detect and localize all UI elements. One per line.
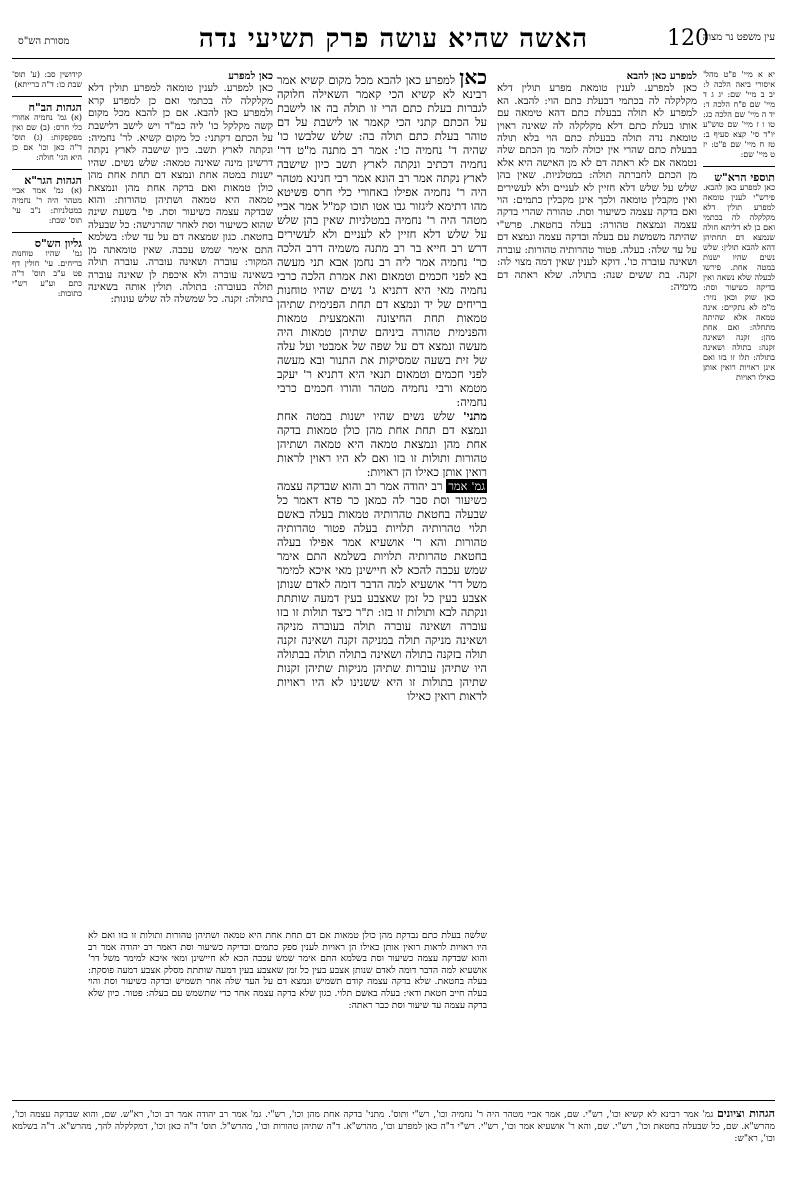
rashi-bottom-band	[88, 930, 487, 1090]
rashi-column	[497, 70, 697, 1090]
footer-label: הגהות וציונים	[716, 1108, 775, 1120]
page-header	[0, 18, 787, 60]
tosafot-text: כאן למפרע. לענין טומאה למפרע תולין דלא מקלקלה לה בכתמי ואם כן למפרע קרא ולמפרע כאן להבא. אם כן להבא מכל מקום קשה מקלקל כו' ליה כמ"ד ויש לישב דלישבת על הכתם דקתני: כל מקום קשיא. לר' נחמיה: ונקתה לארץ תשב. כיון שישבה לארץ נקתה דרשינן מינה שאינה טמאה: שלש נשים. שהיו ישנות במטה אחת ונמצא דם תחת אחת מהן כולן טמאות ואם בדקה אחת מהן ונמצאת טמאה היא טמאה ושתיהן טהורות: והוא שבדקה עצמה כשיעור וסת. פי' בשעת שינה שהוא כשיעור וסת לאחר שהרגישה: כל שבעלה בחטאת. כגון שמצאה דם על עד שלו: בשלמא התם אימר שמש עכבה. שאין טומאתה מן המקור: עוברה ושאינה עוברה. עוברה תולה בשאינה עוברה ולא איכפת לן שאינה עוברה תולה בעוברה: בתולה. תולין אותה בשאינה בתולה: זקנה. כל שמשלה לה שלש עונות:	[88, 83, 273, 306]
gemara-column	[277, 70, 487, 920]
gemara-continuation-text: רב יהודה אמר רב והוא שבדקה עצמה כשיעור וסת סבר לה כמאן כר פדא דאמר כל שבעלה בחטאת טהרותיה טמאות בעלה באשם תלוי טהרותיה תלויות בעלה פטור טהרותיה טהורות והא ר' אושעיא אמר אפילו בעלה בחטאת טהרותיה תלויות בשלמא התם אימר שמש עכבה להכא לא חיישינן מאי איכא למימר משל דר' אושעיא למה הדבר דומה לאדם שנותן אצבע בעין כל זמן שאצבע בעין דמעה שותתת ונקתה לבא ותולות זו בזו: ת"ר כיצד תולות זו בזו עוברה ושאינה עוברה תולה בעוברה מניקה ושאינה מניקה תולה במניקה זקנה ושאינה זקנה תולה בזקנה בתולה ושאינה בתולה תולה בבתולה היו שתיהן עוברות שתיהן מניקות שתיהן זקנות שתיהן בתולות זו היא ששנינו לא היו ראויות לראות רואין כאילו	[277, 479, 487, 703]
rashi-heading: למפרע כאן להבא	[626, 70, 697, 82]
hagahot-hagra-title: הגהות הגר"א	[24, 174, 82, 187]
margin-right-column	[703, 70, 775, 1090]
margin-left-column	[12, 70, 82, 1090]
tosafot-harosh-text: כאן למפרע כאן להבא. פירש"י לענין טומאה למפרע תולין דלא מקלקלה לה בכתמי ואם כן לא דליתא חולה שנמצא דם תחתיהן דהא להבא תולין: שלש נשים שהיו ישנות במטה אחת. פירשו לבעלה שלא נשאה ואין בדיקה כשיעור וסת: כאן שוק וכאן נזיר: מ"מ לא נתקיים: אינה טמאה אלא שהיתה מתחלה: ואם אחת מהן: זקנה ושאינה זקנה: בתולה ושאינה בתולה: תלו זו בזו ואם אינן ראויות רואין אותן כאילו ראויות	[703, 183, 775, 382]
header-divider	[12, 58, 775, 59]
gemara-text: למפרע כאן להבא מכל מקום קשיא אמר רבינא לא קשיא הכי קאמר השאילה חלוקה לגברות בעלת כתם הרי זו תולה בה או לישבת על הכתם קתני הכי קאמר או לישבת על דם טוהר בעלת כתם תולה בה: שלש שלבשו כו' שהיה ד' נחמיה כו': אמר רב מתנה מ"ט דר' נחמיה דכתיב ונקתה לארץ תשב כיון שישבה לארץ נקתה אמר רב הונא אמר רבי חנינא מטהר היה ר' נחמיה אפילו באחורי כלי חרס פשיטא מהו דתימא ליגזור גבו אטו תוכו קמ"ל אמר אביי מטהר היה ר' נחמיה במטלניות שאין בהן שלש על שלש דלא חזיין לא לעניים ולא לעשירים דרש רב חייא בר רב מתנה משמיה דרב הלכה כר' נחמיה אמר ליה רב נחמן אבא תני מעשה בא לפני חכמים וטמאום ואת אמרת הלכה כרבי נחמיה מאי היא דתניא ג' נשים שהיו טוחנות בריחים של יד ונמצא דם תחת הפנימית שתיהן טמאות תחת החיצונה והאמצעית טמאות והפנימית טהורה ביניהם שתיהן טמאות היה מעשה ונמצא דם על שפה של אמבטי ועל עלה של זית בשעה שמסיקות את התנור ובא מעשה לפני חכמים וטמאום תנאי היא דתניא ר' יעקב מטמא ורבי נחמיה מטהר והורו חכמים כרבי נחמיה:	[277, 73, 487, 409]
gilyon-hashas-title: גליון הש"ס	[34, 237, 82, 250]
page-number: 120	[667, 26, 709, 51]
mishna-text: שלש נשים שהיו ישנות במטה אחת ונמצא דם תחת אחת מהן כולן טמאות בדקה אחת מהן ונמצאת טמאה היא טמאה ושתיהן טהורות ותולות זו בזו ואם לא היו ראוין לראות רואין אותן כאילו הן ראויות:	[277, 409, 487, 479]
masoret-text: קידושין סב: (ע' תוס' שבת כו: ד"ה ברייתא)	[12, 70, 82, 89]
gemara-opening-word: כאן	[459, 70, 487, 89]
footer-divider	[12, 1100, 775, 1101]
margin-divider	[12, 232, 82, 233]
gilyon-hashas-text: גמ' שהיו טוחנות בריחים. עי' חולין דף פט ע"ב תוס' ד"ה כתם וע"ע רש"י כתובות:	[12, 249, 82, 298]
margin-divider	[12, 96, 82, 97]
margin-divider	[703, 166, 775, 167]
tosafot-heading: כאן למפרע	[228, 70, 273, 82]
hagahot-habach-title: הגהות הב"ח	[28, 101, 82, 114]
mishna-label: מתני'	[463, 409, 487, 423]
ein-mishpat-text: יא א מיי' פ"ט מהל' איסורי ביאה הלכה ל: יב ב מיי' שם: יג ג ד מיי' שם פ"ח הלכה ד: יד ה מיי' שם הלכה כג: טו ו ז מיי' שם טוש"ע יו"ד סי' קצא סעיף ב: טז ח מיי' שם פ"ט: יז ט מיי' שם:	[703, 70, 775, 159]
hagahot-hagra-text: (א) גמ' אמר אביי מטהר היה ר' נחמיה במטלניות: נ"ב עי' תוס' שבת:	[12, 186, 82, 225]
rashi-text: כאן למפרע. לענין טומאת מפרע תולין דלא מקלקלה לה בכתמי דבעלת כתם הוי: להבא. הא למפרע לא תולה בבעלת כתם דהא טימאה עם אותו בעלת כתם דלא מקלקלה לה שאינה ראוין טומאת נדה תולה בבעלת כתם הוי בלא תולה בבעלת כתם שהרי אין יכולה לומר מן הכתם שלה נטמאה אם לא ראתה דם לא מן האישה היא אלא מן הכתם לחברתה תולה: במטלניות. שאין בהן שלש על שלש דלא חזיין לא לעניים ולא לעשירים ואין מקבלין טומאה ולכך אינן מקבלין כתמים: הוי ואם בדקה עצמה כשיעור וסת. טהורה שהרי בדקה עצמה ונמצאת טהורה: בעלה בחטאת. פרש"י שהיתה משמשת עם בעלה ובדקה עצמה ונמצא דם על עד שלה: בעלה. פטור טהרותיה טהורות: עוברה ושאינה עוברה כו'. דוקא לענין שאין דמה מצוי לה: זקנה. בת ששים שנה: בתולה. שלא ראתה דם מימיה:	[497, 83, 697, 293]
footer-text: גמ' אמר רבינא לא קשיא וכו', רש"י. שם, אמר אביי מטהר היה ר' נחמיה וכו', רש"י ותוס'. מתני' בדקה אחת מהן וכו', רש"י. גמ' אמר רב יהודה אמר רב וכו', רא"ש. שם, והוא שבדקה עצמה וכו', מהרש"א. שם, כל שבעלה בחטאת וכו', רש"י. שם, והא ר' אושעיא אמר וכו', רש"י. רש"י ד"ה כאן למפרע וכו', מהרש"א. ד"ה שתיהן טהורות וכו', מהרש"ל. תוס' ד"ה כאן וכו', דמקלקלה להך, מהרש"א. ד"ה בשלמא וכו', רא"ש:	[12, 1110, 775, 1144]
tosafot-harosh-title: תוספי הרא"ש	[714, 171, 775, 184]
page-title: האשה שהיא עושה פרק תשיעי נדה	[198, 24, 589, 54]
ein-mishpat-label: עין משפט נר מצוה	[702, 32, 775, 43]
hagahot-habach-text: (א) גמ' נחמיה אחורי כלי חרס: (ב) שם ואין מפקפקות: (ג) תוס' ד"ה כאן וכו' אם כן היא הגי' חולה:	[12, 113, 82, 162]
bottom-band-text: שלשה בעלת כתם נבדקת מהן כולן טמאות אם דם תחת אחת היא טמאה ושתיהן טהורות ותולות זו בזו ואם לא היו ראויות לראות רואין אותן כאילו הן ראויות לענין ספק כתמים ובדיקה כשיעור וסת דאמר רב יהודה אמר רב והוא שבדקה עצמה כשיעור וסת בשלמא התם אימר שמש עכבה הכא לא חיישינן ומאי איכא למימר משל דר' אושעיא למה הדבר דומה לאדם שנותן אצבע בעין כל זמן שאצבע בעין דמעה שותתת מסלק אצבע דמעה פוסקת: בעלה בחטאת. שלא בדקה עצמה קודם תשמיש ונמצא דם על העד שלה אחר תשמיש ובדקה כשיעור וסת והוי בעלה חייב חטאת ודאי: בעלה באשם תלוי. כגון שלא בדקה עצמה אחר כדי שתשמש עם בעלה: פטור. כיון שלא בדקה עצמה עד שיעור וסת כבר ראתה:	[88, 930, 487, 1011]
footer-notes	[12, 1108, 775, 1188]
gemara-label-highlighted: גמ' אמר	[448, 479, 485, 493]
margin-divider	[12, 169, 82, 170]
masoret-hashas-label: מסורת הש"ס	[18, 36, 70, 47]
